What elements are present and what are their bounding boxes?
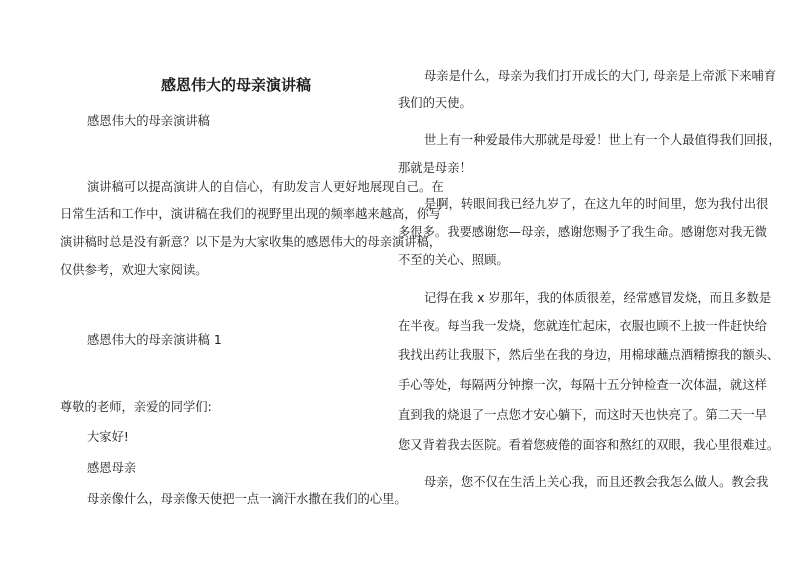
intro-line: 演讲稿可以提高演讲人的自信心，有助发言人更好地展现自己。在 [87, 180, 444, 194]
body-line: 我找出药让我服下，然后坐在我的身边，用棉球蘸点酒精擦我的额头、 [398, 348, 780, 362]
hello-line: 大家好! [87, 430, 129, 444]
body-line: 不至的关心、照顾。 [398, 253, 509, 267]
intro-line: 仅供参考，欢迎大家阅读。 [60, 263, 208, 277]
body-line: 世上有一种爱最伟大那就是母爱！世上有一个人最值得我们回报， [424, 133, 781, 147]
body-line: 母亲像什么，母亲像天使把一点一滴汗水撒在我们的心里。 [87, 492, 407, 506]
topic-line: 感恩母亲 [87, 461, 137, 475]
body-line: 母亲是什么，母亲为我们打开成长的大门, 母亲是上帝派下来哺育 [424, 69, 777, 83]
document-subtitle: 感恩伟大的母亲演讲稿 [87, 114, 210, 128]
body-line: 记得在我 x 岁那年，我的体质很差，经常感冒发烧，而且多数是 [424, 291, 772, 305]
body-line: 直到我的烧退了一点您才安心躺下，而这时天也快亮了。第二天一早 [398, 408, 767, 422]
body-line: 那就是母亲！ [398, 161, 472, 175]
greeting: 尊敬的老师，亲爱的同学们: [60, 400, 212, 414]
body-line: 母亲，您不仅在生活上关心我，而且还教会我怎么做人。教会我 [424, 475, 769, 489]
body-line: 您又背着我去医院。看着您疲倦的面容和熬红的双眼，我心里很难过。 [398, 438, 780, 452]
body-line: 在半夜。每当我一发烧，您就连忙起床，衣服也顾不上披一件赶快给 [398, 319, 767, 333]
intro-line: 日常生活和工作中，演讲稿在我们的视野里出现的频率越来越高，你写 [60, 207, 442, 221]
body-line: 多很多。我要感谢您—母亲，感谢您赐予了我生命。感谢您对我无微 [398, 225, 767, 239]
body-line: 是啊，转眼间我已经九岁了，在这九年的时间里，您为我付出很 [424, 197, 769, 211]
section-heading: 感恩伟大的母亲演讲稿 1 [87, 333, 222, 347]
document-title: 感恩伟大的母亲演讲稿 [160, 76, 311, 94]
body-line: 手心等处，每隔两分钟擦一次，每隔十五分钟检查一次体温，就这样 [398, 378, 767, 392]
body-line: 我们的天使。 [398, 96, 472, 110]
intro-line: 演讲稿时总是没有新意？以下是为大家收集的感恩伟大的母亲演讲稿， [60, 235, 442, 249]
